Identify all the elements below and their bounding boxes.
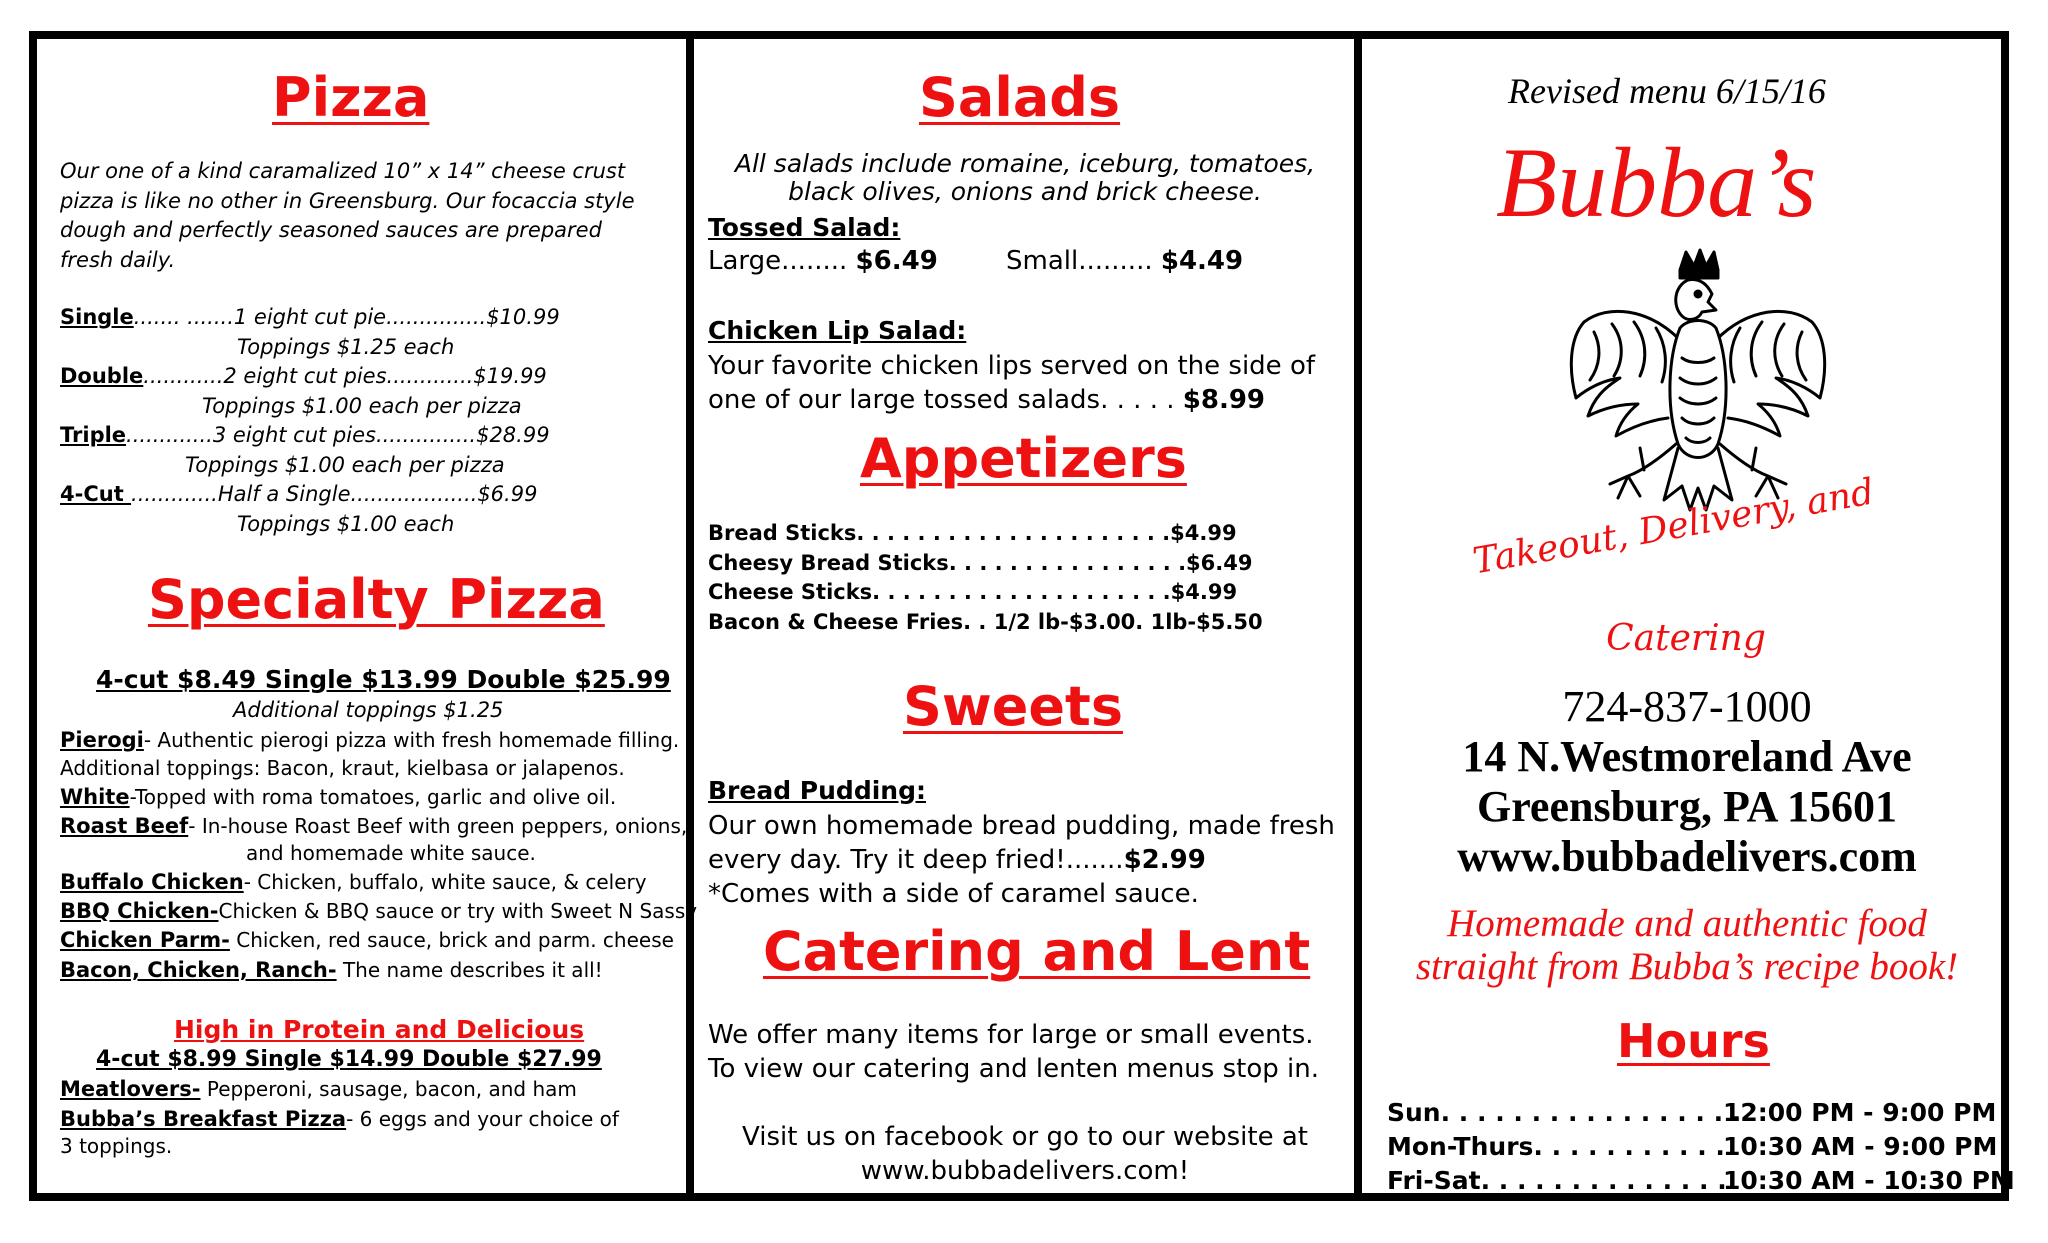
specialty-additional: Additional toppings $1.25 <box>233 698 504 722</box>
specialty-prices: 4-cut $8.49 Single $13.99 Double $25.99 <box>96 665 671 694</box>
tossed-small <box>1006 246 1243 276</box>
contact-info <box>1362 682 2012 882</box>
tossed-large <box>708 246 938 276</box>
item-name: 4-Cut <box>60 482 132 506</box>
item-desc: Pepperoni, sausage, bacon, and ham <box>200 1077 577 1101</box>
size-label: Small......... <box>1006 246 1153 276</box>
size-price: $6.49 <box>855 246 938 276</box>
specialty-item <box>60 785 616 809</box>
appetizers-heading: Appetizers <box>860 427 1187 490</box>
pudding-line: Our own homemade bread pudding, made fresh <box>708 811 1335 841</box>
protein-item: 3 toppings. <box>60 1134 173 1158</box>
column-divider <box>686 31 694 1201</box>
hours-time: 10:30 AM - 9:00 PM <box>1723 1132 1998 1161</box>
visit-line: Visit us on facebook or go to our website at <box>742 1122 1308 1152</box>
appetizer-item: Cheese Sticks. . . . . . . . . . . . . . . . . . . .$4.99 <box>708 580 1238 604</box>
tossed-salad-label: Tossed Salad: <box>708 213 901 242</box>
item-name: BBQ Chicken- <box>60 899 219 923</box>
salads-heading: Salads <box>919 66 1121 129</box>
brand-slogan <box>1362 902 2012 988</box>
brand-name: Bubba’s <box>1496 127 1817 238</box>
address-line: 14 N.Westmoreland Ave <box>1462 732 1912 781</box>
pizza-intro-line: pizza is like no other in Greensburg. Our focaccia style <box>60 188 635 213</box>
bread-pudding-desc <box>708 809 1335 911</box>
specialty-item <box>60 870 647 894</box>
hours-row <box>1387 1130 2015 1164</box>
pizza-item-4cut <box>60 482 537 506</box>
lip-line: Your favorite chicken lips served on the side of <box>708 351 1316 381</box>
item-name: Roast Beef <box>60 814 189 838</box>
item-name: Bacon, Chicken, Ranch- <box>60 958 337 982</box>
salads-intro <box>700 150 1350 206</box>
pudding-line-text: every day. Try it deep fried!....... <box>708 845 1124 875</box>
pudding-note: *Comes with a side of caramel sauce. <box>708 879 1199 909</box>
specialty-heading: Specialty Pizza <box>148 568 605 631</box>
item-desc: - In-house Roast Beef with green peppers, onions, <box>188 814 688 838</box>
hours-day: Sun. . . . . . . . . . . . . . . . . <box>1387 1098 1742 1127</box>
pudding-price: $2.99 <box>1123 845 1206 875</box>
item-desc: Chicken, red sauce, brick and parm. cheese <box>229 928 674 952</box>
pizza-item-single <box>60 305 560 329</box>
specialty-item: Additional toppings: Bacon, kraut, kielbasa or jalapenos. <box>60 756 625 780</box>
catering-desc <box>708 1018 1319 1086</box>
item-name: Meatlovers- <box>60 1077 201 1101</box>
slogan-line: straight from Bubba’s recipe book! <box>1415 945 1959 988</box>
item-name: White <box>60 785 130 809</box>
item-name: Single <box>60 305 134 329</box>
pizza-heading: Pizza <box>272 66 430 129</box>
item-desc: -Topped with roma tomatoes, garlic and olive oil. <box>129 785 617 809</box>
pizza-topping-note: Toppings $1.00 each per pizza <box>185 453 505 477</box>
pizza-item-double <box>60 364 547 388</box>
hours-row <box>1387 1164 2015 1198</box>
pudding-line <box>708 843 1335 877</box>
pizza-intro-line: fresh daily. <box>60 247 176 272</box>
hours-day: Fri-Sat. . . . . . . . . . . . . . <box>1387 1166 1727 1195</box>
chicken-lip-label: Chicken Lip Salad: <box>708 316 967 345</box>
salads-intro-line: black olives, onions and brick cheese. <box>788 177 1262 206</box>
item-name: Double <box>60 364 144 388</box>
specialty-item <box>60 958 603 982</box>
hours-time: 10:30 AM - 10:30 PM <box>1723 1166 2015 1195</box>
item-desc: .............Half a Single...................$6.99 <box>131 482 538 506</box>
appetizers-list <box>708 519 1263 637</box>
specialty-item <box>60 899 697 923</box>
address-line: Greensburg, PA 15601 <box>1476 782 1898 831</box>
hours-heading: Hours <box>1617 1014 1770 1068</box>
appetizer-item: Bread Sticks. . . . . . . . . . . . . . . . . . . . .$4.99 <box>708 521 1237 545</box>
revised-date: Revised menu 6/15/16 <box>1508 71 1826 111</box>
protein-item <box>60 1077 577 1101</box>
item-desc: - Chicken, buffalo, white sauce, & celery <box>243 870 647 894</box>
column-divider <box>1354 31 1362 1201</box>
pizza-topping-note: Toppings $1.00 each <box>237 512 455 536</box>
hours-day: Mon-Thurs. . . . . . . . . . . <box>1387 1132 1725 1161</box>
item-desc: ....... .......1 eight cut pie...............$10.99 <box>133 305 560 329</box>
size-price: $4.49 <box>1160 246 1244 276</box>
item-desc: The name describes it all! <box>336 958 603 982</box>
chicken-lip-desc <box>708 349 1315 417</box>
item-name: Buffalo Chicken <box>60 870 244 894</box>
visit-website: www.bubbadelivers.com! <box>860 1156 1190 1186</box>
visit-note <box>700 1120 1350 1188</box>
catering-line: We offer many items for large or small events. <box>708 1020 1314 1050</box>
item-desc: - 6 eggs and your choice of <box>346 1107 619 1131</box>
pizza-item-triple <box>60 423 550 447</box>
website-link[interactable]: www.bubbadelivers.com <box>1457 832 1917 881</box>
catering-heading: Catering and Lent <box>763 920 1311 983</box>
size-label: Large........ <box>708 246 848 276</box>
catering-line: To view our catering and lenten menus stop in. <box>708 1054 1319 1084</box>
salads-intro-line: All salads include romaine, iceburg, tomatoes, <box>734 149 1316 178</box>
appetizer-item: Bacon & Cheese Fries. . 1/2 lb-$3.00. 1lb-$5.50 <box>708 609 1263 634</box>
specialty-item <box>60 928 674 952</box>
item-desc: .............3 eight cut pies...............$28.99 <box>126 423 550 447</box>
slogan-line: Homemade and authentic food <box>1447 902 1927 945</box>
phone-number[interactable]: 724-837-1000 <box>1562 682 1812 731</box>
hours-row <box>1387 1096 2015 1130</box>
sweets-heading: Sweets <box>903 675 1123 738</box>
item-name: Pierogi <box>60 728 144 752</box>
item-desc: ............2 eight cut pies.............$19.99 <box>143 364 547 388</box>
brand-tagline: Takeout, Delivery, and <box>1470 471 1878 583</box>
protein-heading: High in Protein and Delicious <box>174 1015 585 1044</box>
hours-table <box>1387 1096 2015 1198</box>
pizza-intro <box>60 157 635 275</box>
item-desc: - Authentic pierogi pizza with fresh homemade filling. <box>143 728 680 752</box>
lip-line <box>708 383 1315 417</box>
lip-line-text: one of our large tossed salads. . . . . <box>708 385 1183 415</box>
item-name: Chicken Parm- <box>60 928 230 952</box>
hours-time: 12:00 PM - 9:00 PM <box>1723 1098 1997 1127</box>
item-desc: Chicken & BBQ sauce or try with Sweet N Sassy <box>218 899 698 923</box>
pizza-intro-line: Our one of a kind caramalized 10” x 14” cheese crust <box>60 159 626 183</box>
bread-pudding-label: Bread Pudding: <box>708 776 926 805</box>
pizza-intro-line: dough and perfectly seasoned sauces are prepared <box>60 218 602 242</box>
protein-prices: 4-cut $8.99 Single $14.99 Double $27.99 <box>96 1047 602 1072</box>
specialty-item <box>60 728 679 752</box>
specialty-item: and homemade white sauce. <box>246 841 536 865</box>
lip-price: $8.99 <box>1182 385 1266 415</box>
pizza-topping-note: Toppings $1.00 each per pizza <box>202 394 522 418</box>
item-name: Triple <box>60 423 127 447</box>
pizza-topping-note: Toppings $1.25 each <box>237 335 455 359</box>
appetizer-item: Cheesy Bread Sticks. . . . . . . . . . . . . . . .$6.49 <box>708 550 1253 575</box>
protein-item <box>60 1107 619 1131</box>
specialty-item <box>60 814 687 838</box>
brand-tagline-2: Catering <box>1606 618 1766 659</box>
item-name: Bubba’s Breakfast Pizza <box>60 1107 347 1131</box>
